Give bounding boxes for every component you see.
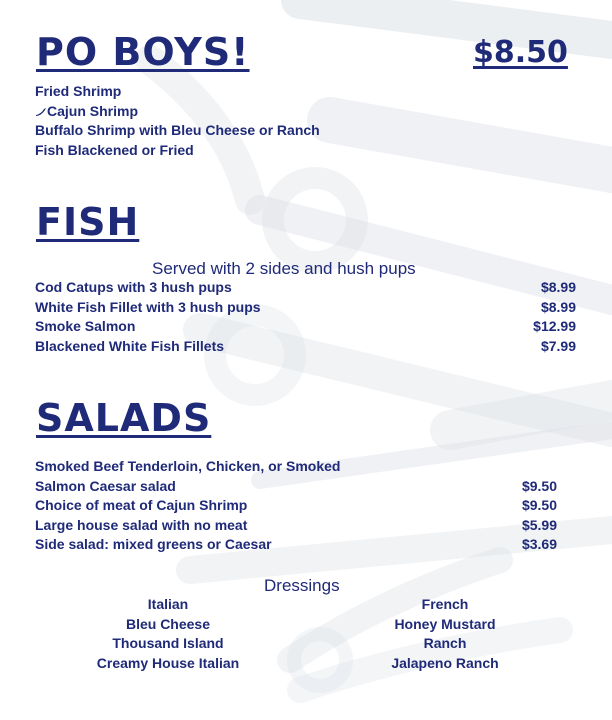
fish-list <box>35 278 576 356</box>
salads-list <box>35 457 557 555</box>
fish-subtitle: Served with 2 sides and hush pups <box>152 259 416 278</box>
list-item: Jalapeno Ranch <box>391 654 499 671</box>
po-boys-list <box>35 82 320 160</box>
list-item: Thousand Island <box>112 635 224 651</box>
list-item: Bleu Cheese <box>125 615 211 632</box>
list-item: Fried Shrimp <box>35 83 122 99</box>
item-price: $7.99 <box>540 337 576 354</box>
po-boys-heading: PO BOYS! <box>36 30 250 74</box>
list-item: Blackened White Fish Fillets $7.99 <box>35 337 576 357</box>
list-item: Large house salad with no meat $5.99 <box>35 516 557 536</box>
item-price: $9.50 <box>521 497 557 513</box>
list-item: Smoke Salmon $12.99 <box>35 317 576 337</box>
list-item: Cajun Shrimp <box>35 102 320 122</box>
dressings-heading: Dressings <box>264 576 340 595</box>
item-price: $3.69 <box>521 536 557 552</box>
list-item: Creamy House Italian <box>96 654 240 671</box>
chili-pepper-icon <box>35 107 47 117</box>
list-item: Cod Catups with 3 hush pups $8.99 <box>35 278 576 298</box>
list-item: Honey Mustard <box>394 615 496 632</box>
list-item: White Fish Fillet with 3 hush pups $8.99 <box>35 298 576 318</box>
list-item: Italian <box>147 596 189 612</box>
item-price: $5.99 <box>521 516 557 533</box>
list-item: French <box>421 596 469 612</box>
salads-heading: SALADS <box>36 396 212 440</box>
list-item: Side salad: mixed greens or Caesar $3.69 <box>35 535 557 555</box>
item-price: $8.99 <box>540 298 576 315</box>
fish-heading: FISH <box>36 200 140 244</box>
list-item: Smoked Beef Tenderloin, Chicken, or Smoked <box>35 458 341 474</box>
list-item: Fish Blackened or Fried <box>35 141 194 158</box>
list-item: Ranch <box>423 635 467 651</box>
dressings-right-column <box>355 595 535 673</box>
dressings-left-column <box>78 595 258 673</box>
item-price: $9.50 <box>521 477 557 494</box>
item-price: $8.99 <box>540 279 576 295</box>
list-item: Buffalo Shrimp with Bleu Cheese or Ranch <box>35 122 320 138</box>
list-item: Salmon Caesar salad $9.50 <box>35 477 557 497</box>
list-item: Choice of meat of Cajun Shrimp $9.50 <box>35 496 557 516</box>
po-boys-price: $8.50 <box>473 35 568 70</box>
item-price: $12.99 <box>533 318 576 334</box>
